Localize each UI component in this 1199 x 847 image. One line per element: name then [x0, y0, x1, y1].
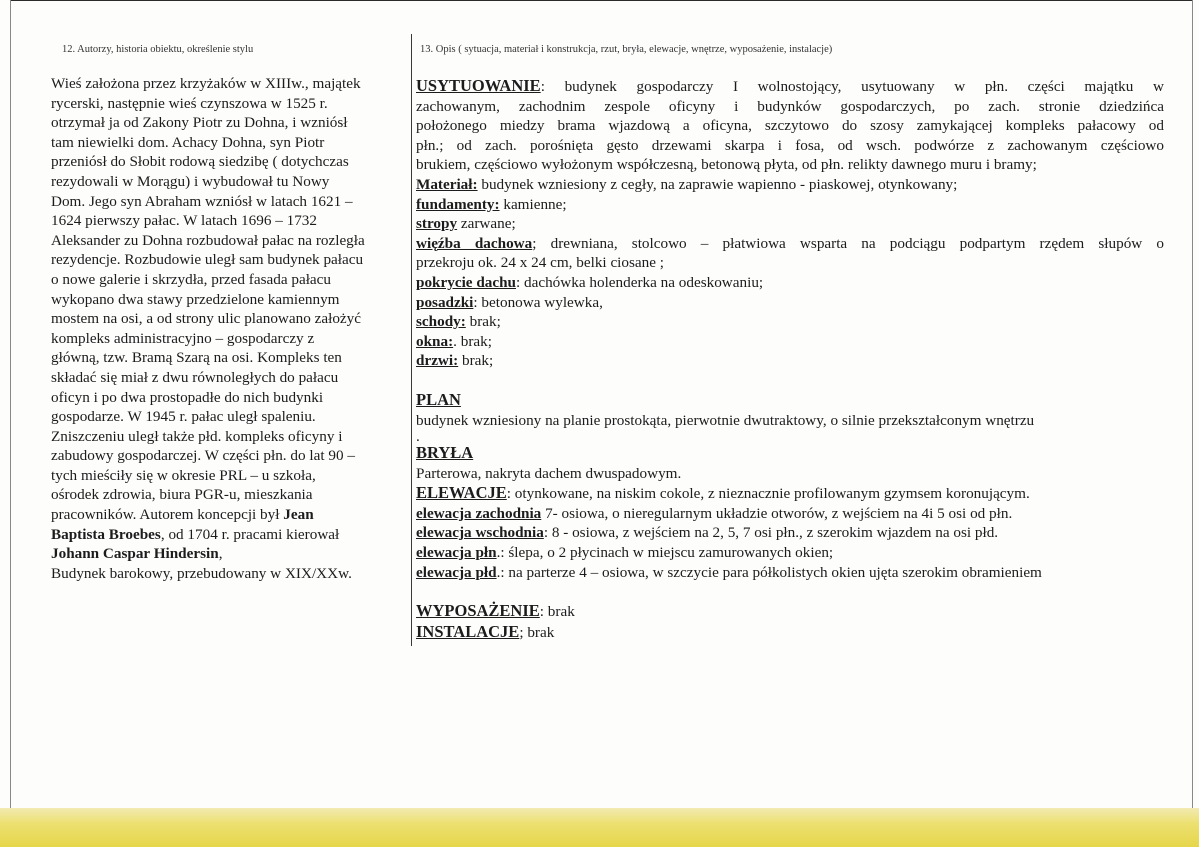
- elewacja-pld-line: [416, 563, 1164, 583]
- wiezba-label: więźba dachowa: [416, 234, 533, 252]
- elewacja-wschodnia-text: : 8 - osiowa, z wejściem na 2, 5, 7 osi płn., z szerokim wjazdem na osi płd.: [543, 524, 999, 542]
- wyposazenie-line: [416, 601, 1164, 622]
- history-line: zabudowy gospodarczej. W części płn. do lat 90 –: [51, 447, 355, 465]
- history-line: otrzymał ja od Zakony Piotr zu Dohna, i wzniósł: [51, 114, 348, 132]
- plan-heading-line: [416, 390, 1164, 411]
- material-text: budynek wzniesiony z cegły, na zaprawie wapienno - piaskowej, otynkowany;: [477, 175, 958, 193]
- history-line: 1624 pierwszy pałac. W latach 1696 – 1732: [51, 212, 317, 230]
- scan-edge-stripe: [0, 808, 1199, 847]
- frame-right-border: [1192, 0, 1193, 808]
- history-line-author: [51, 544, 406, 564]
- description-text: [416, 76, 1164, 642]
- usytuowanie-line: zachowanym, zachodnim zespole oficyny i budynków gospodarczych, po zach. stronie dziedzińca: [416, 97, 1164, 115]
- frame-left-border: [10, 0, 11, 808]
- history-line: składać się miał z dwu równoległych do pałacu: [51, 368, 339, 386]
- material-line: [416, 175, 1164, 195]
- author-mid-text: , od 1704 r. pracami kierował: [160, 525, 340, 543]
- elewacja-pln-label: elewacja płn: [416, 544, 497, 562]
- right-column-header: 13. Opis ( sytuacja, materiał i konstrukcja, rzut, bryła, elewacje, wnętrze, wyposażenie, instalacje): [420, 44, 833, 55]
- history-line: rycerski, następnie wieś czynszowa w 1525 r.: [51, 94, 328, 112]
- elewacja-pln-text: .: ślepa, o 2 płycinach w miejscu zamurowanych okien;: [496, 544, 834, 562]
- usytuowanie-label: USYTUOWANIE: [416, 76, 541, 95]
- posadzki-text: : betonowa wylewka,: [473, 293, 603, 311]
- plan-label: PLAN: [416, 389, 461, 409]
- pokrycie-line: [416, 273, 1164, 293]
- pokrycie-text: : dachówka holenderka na odeskowaniu;: [516, 273, 764, 291]
- usytuowanie-line: brukiem, częściowo wyłożonym współczesną, betonową płyta, od płn. relikty dawnego muru i bramy;: [416, 156, 1037, 174]
- elewacja-wschodnia-label: elewacja wschodnia: [416, 524, 544, 542]
- posadzki-line: [416, 293, 1164, 313]
- style-line: Budynek barokowy, przebudowany w XIX/XXw.: [51, 564, 352, 582]
- author-intro-text: pracowników. Autorem koncepcji był: [51, 506, 284, 524]
- history-line: o nowe galerie i skrzydła, przed fasada pałacu: [51, 270, 331, 288]
- history-line: Wieś założona przez krzyżaków w XIIIw., majątek: [51, 75, 361, 92]
- stropy-text: zarwane;: [457, 215, 516, 233]
- bryla-heading-line: [416, 443, 1164, 464]
- elewacja-pln-line: [416, 543, 1164, 563]
- history-line: mostem na osi, a od strony ulic planowano założyć: [51, 310, 362, 328]
- history-line: rezydencje. Rozbudowie uległ sam budynek pałacu: [51, 251, 364, 269]
- history-line: kompleks administracyjno – gospodarczy z: [51, 329, 315, 347]
- section-gap: [416, 582, 1164, 601]
- history-line: Aleksander zu Dohna rozbudował pałac na rozległa: [51, 231, 365, 249]
- usytuowanie-line: [416, 76, 1164, 97]
- history-line: tych mieściły się w okresie PRL – u szkoła,: [51, 466, 316, 484]
- schody-label: schody:: [416, 313, 466, 331]
- stropy-label: stropy: [416, 215, 458, 233]
- wyposazenie-text: : brak: [539, 603, 575, 621]
- pokrycie-label: pokrycie dachu: [416, 273, 516, 291]
- history-line: Dom. Jego syn Abraham wzniósł w latach 1621 –: [51, 192, 353, 210]
- elewacja-zachodnia-line: [416, 504, 1164, 524]
- okna-text: . brak;: [453, 332, 492, 350]
- instalacje-text: ; brak: [519, 623, 555, 641]
- history-line: oficyn i po dwa prostopadłe do nich budynki: [51, 388, 324, 406]
- column-divider: [411, 34, 412, 646]
- history-line: rezydowali w Morągu) i wybudował tu Nowy: [51, 172, 330, 190]
- wiezba-line: przekroju ok. 24 x 24 cm, belki ciosane ;: [416, 254, 664, 272]
- material-label: Materiał:: [416, 175, 478, 193]
- okna-line: [416, 332, 1164, 352]
- fundamenty-label: fundamenty:: [416, 195, 500, 213]
- history-line-author: [51, 525, 406, 545]
- history-line: Zniszczeniu uległ także płd. kompleks oficyny i: [51, 427, 343, 445]
- plan-text: budynek wzniesiony na planie prostokąta, pierwotnie dwutraktowy, o silnie przekształconym wnętrzu: [416, 411, 1035, 429]
- fundamenty-text: kamienne;: [499, 195, 567, 213]
- builder-comma: ,: [218, 545, 223, 563]
- fundamenty-line: [416, 195, 1164, 215]
- elewacja-zachodnia-text: 7- osiowa, o nieregularnym układzie otworów, z wejściem na 4i 5 osi od płn.: [541, 504, 1013, 522]
- builder-name: Johann Caspar Hindersin: [51, 545, 219, 563]
- drzwi-label: drzwi:: [416, 352, 459, 370]
- section-gap: [416, 371, 1164, 390]
- bryla-text: Parterowa, nakryta dachem dwuspadowym.: [416, 464, 682, 482]
- history-line: główną, tzw. Bramą Szarą na osi. Kompleks ten: [51, 349, 342, 367]
- plan-dot: .: [416, 428, 420, 446]
- bryla-label: BRYŁA: [416, 443, 474, 463]
- frame-top-border: [10, 0, 1193, 1]
- elewacje-line: [416, 483, 1164, 504]
- history-line: tam niewielki dom. Achacy Dohna, syn Piotr: [51, 133, 325, 151]
- wiezba-text: ; drewniana, stolcowo – płatwiowa wsparta na podciągu podpartym rzędem słupów o: [532, 234, 1164, 252]
- history-line: wykopano dwa stawy przedzielone kamiennym: [51, 290, 340, 308]
- wiezba-line: [416, 234, 1164, 254]
- drzwi-line: [416, 351, 1164, 371]
- posadzki-label: posadzki: [416, 293, 474, 311]
- instalacje-label: INSTALACJE: [416, 621, 520, 641]
- elewacja-zachodnia-label: elewacja zachodnia: [416, 504, 542, 522]
- schody-line: [416, 312, 1164, 332]
- architect-name-part2: Baptista Broebes: [51, 525, 161, 543]
- usytuowanie-line: położonego miedzy brama wjazdową a oficyna, szczytowo do szosy zamykającej kompleks pałacowy od: [416, 117, 1164, 135]
- elewacja-pld-text: .: na parterze 4 – osiowa, w szczycie para półkolistych okien ujęta szerokim obramieniem: [496, 563, 1042, 581]
- elewacje-label: ELEWACJE: [416, 483, 507, 503]
- usytuowanie-line: płn.; od zach. porośnięta gęsto drzewami skarpa i fosa, od wsch. podwórze z zachowanym częściowo: [416, 136, 1164, 154]
- usytuowanie-text: : budynek gospodarczy I wolnostojący, usytuowany w płn. części majątku w: [540, 78, 1164, 95]
- elewacja-pld-label: elewacja płd: [416, 563, 497, 581]
- drzwi-text: brak;: [458, 352, 494, 370]
- history-line-author: [51, 505, 406, 525]
- history-line: gospodarze. W 1945 r. pałac uległ spaleniu.: [51, 408, 316, 426]
- stropy-line: [416, 214, 1164, 234]
- wyposazenie-label: WYPOSAŻENIE: [416, 601, 540, 621]
- history-line: przeniósł do Słobit rodową siedzibę ( dotychczas: [51, 153, 349, 171]
- history-text: [51, 74, 406, 583]
- history-line: ośrodek zdrowia, biura PGR-u, mieszkania: [51, 486, 313, 504]
- instalacje-line: [416, 622, 1164, 643]
- architect-name-part1: Jean: [283, 506, 314, 524]
- elewacje-text: : otynkowane, na niskim cokole, z nieznacznie profilowanym gzymsem koronującym.: [506, 485, 1030, 503]
- elewacja-wschodnia-line: [416, 523, 1164, 543]
- schody-text: brak;: [465, 313, 501, 331]
- left-column-header: 12. Autorzy, historia obiektu, określenie stylu: [62, 44, 254, 55]
- okna-label: okna:: [416, 332, 454, 350]
